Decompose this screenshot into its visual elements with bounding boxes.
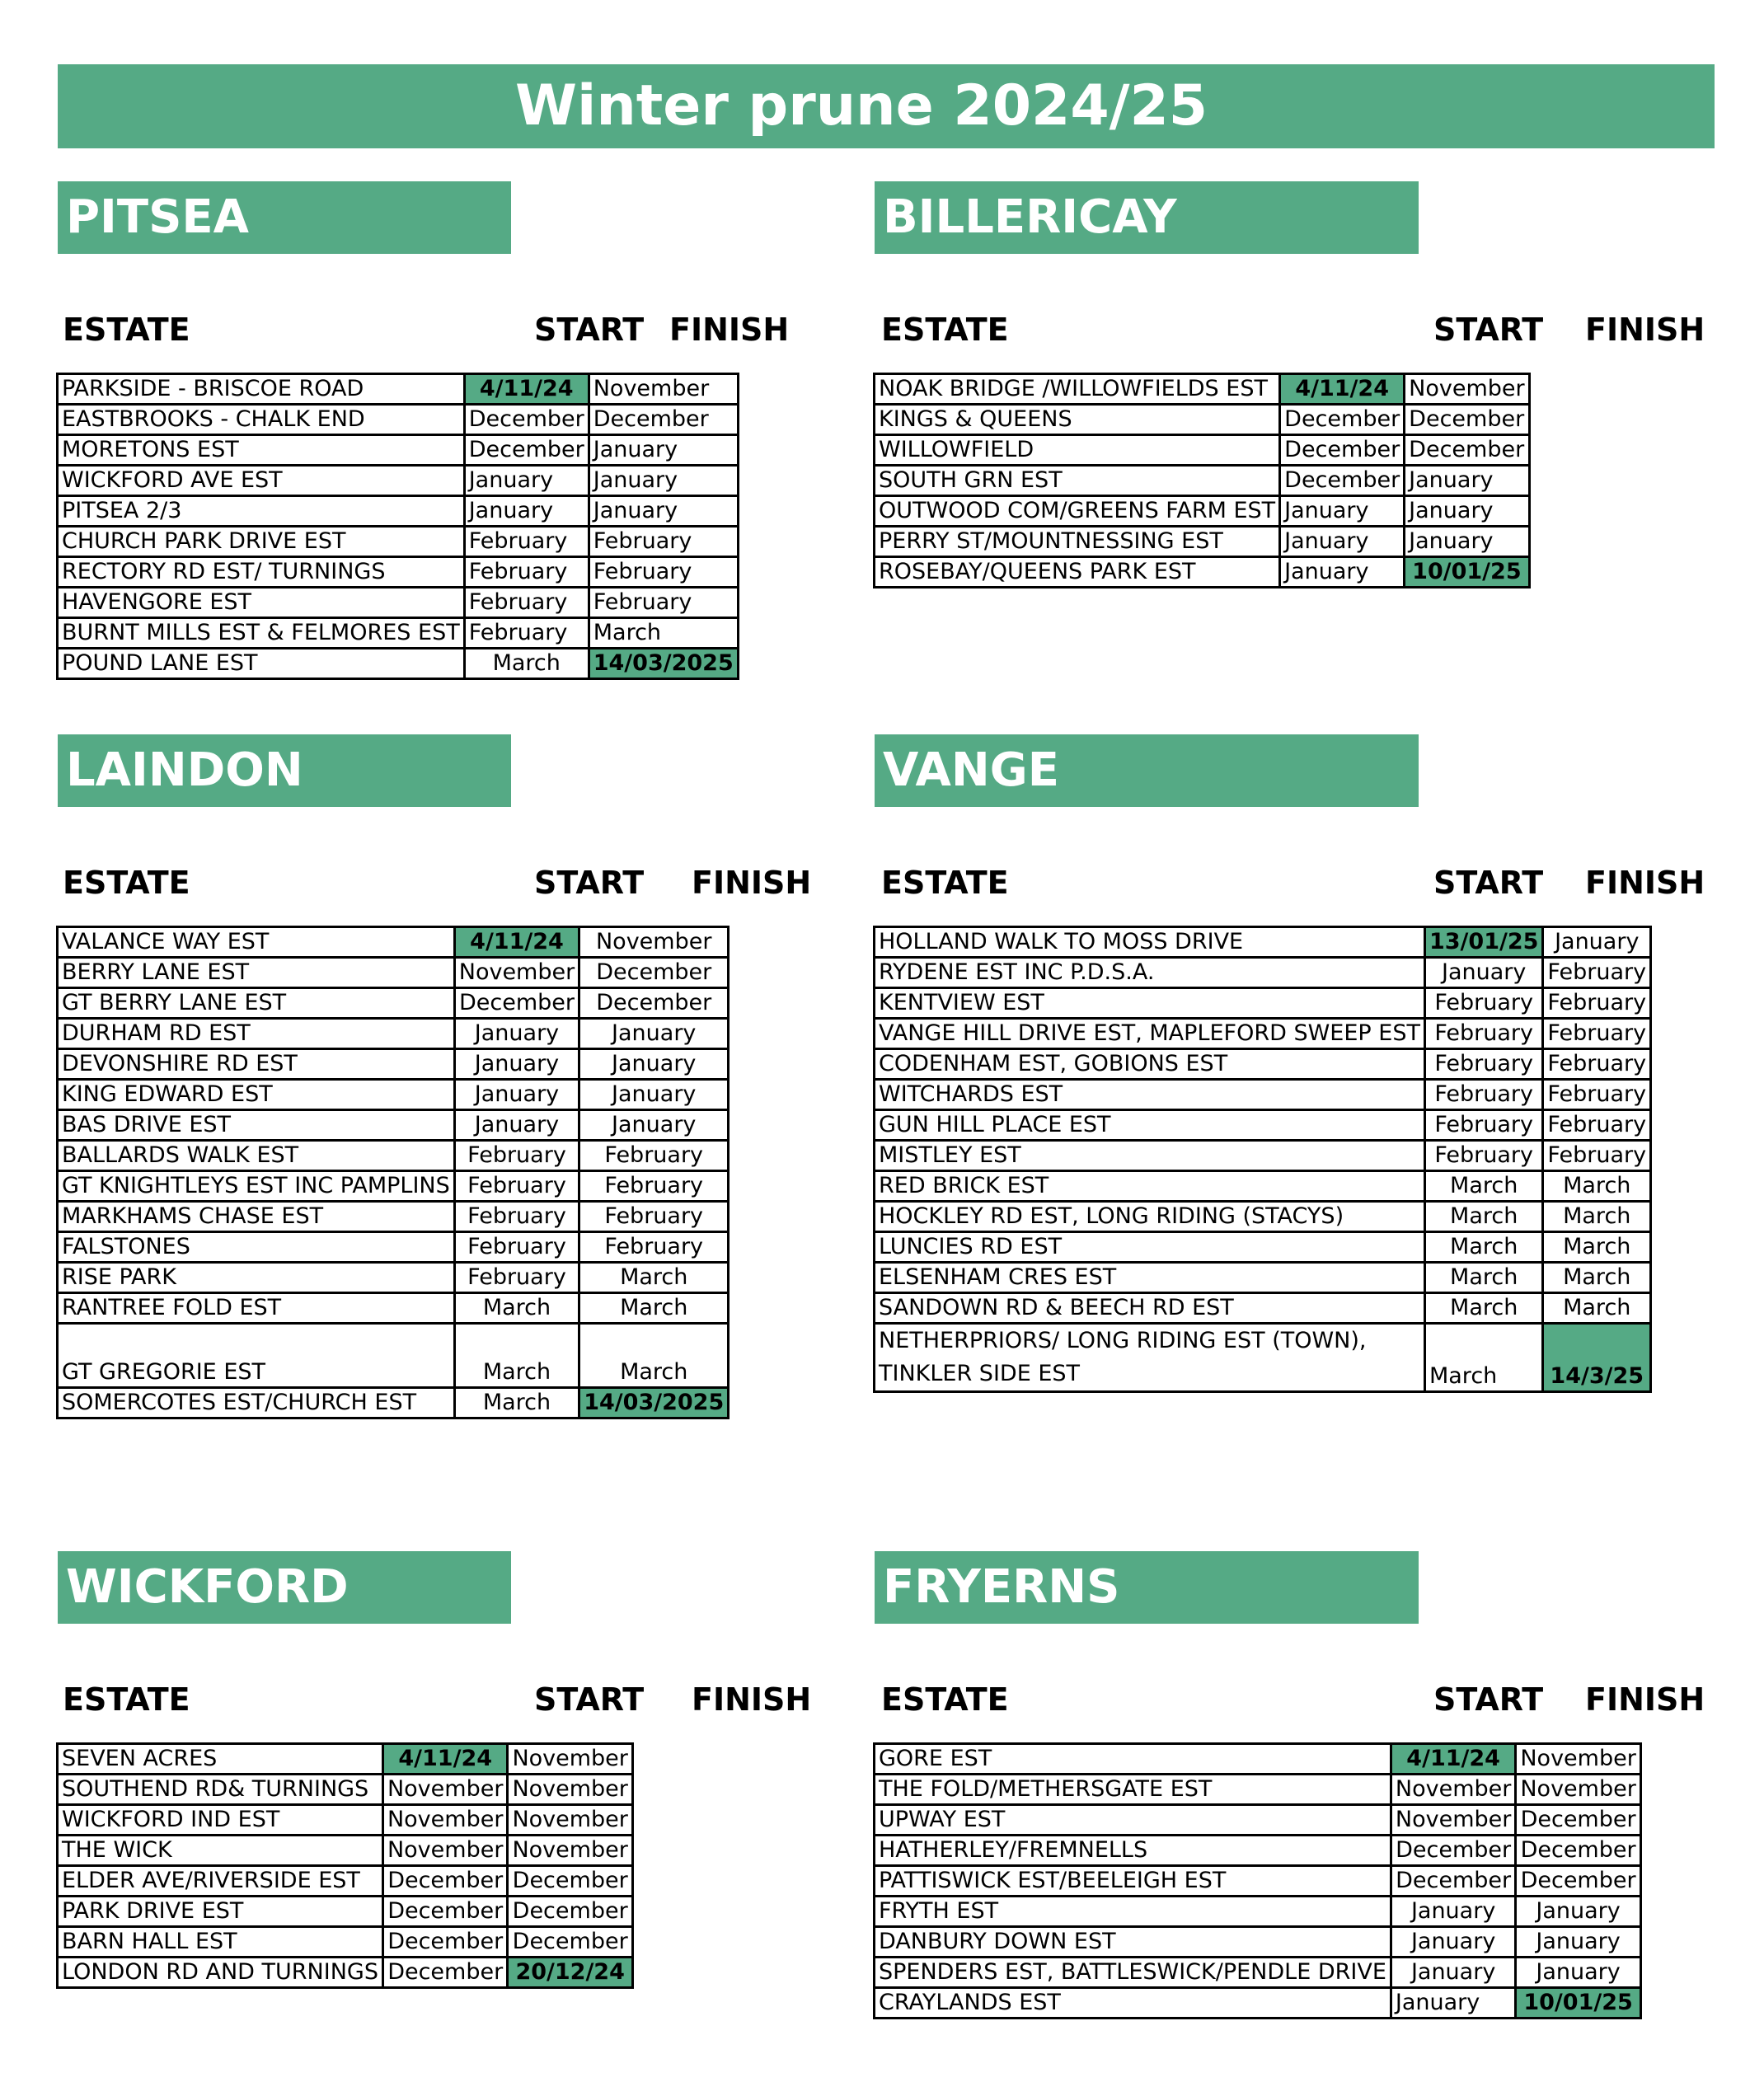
table-row	[58, 1324, 729, 1388]
finish-cell: January	[589, 466, 738, 496]
table-row	[58, 1110, 729, 1141]
schedule-table	[873, 1742, 1642, 2019]
table-row	[58, 527, 739, 557]
table-row	[58, 1897, 633, 1927]
schedule-table	[873, 926, 1652, 1393]
estate-cell: RYDENE EST INC P.D.S.A.	[875, 958, 1425, 988]
start-cell: January	[454, 1019, 579, 1049]
table-row	[58, 1775, 633, 1805]
start-cell: December	[382, 1927, 507, 1958]
start-cell: February	[454, 1141, 579, 1171]
table-row	[875, 1836, 1641, 1866]
finish-cell: November	[1405, 374, 1529, 405]
start-cell: March	[1424, 1324, 1542, 1392]
finish-cell: February	[1543, 988, 1651, 1019]
start-cell: January	[1280, 557, 1405, 588]
schedule-table	[56, 926, 730, 1419]
start-cell: December	[464, 405, 589, 435]
estate-cell: DANBURY DOWN EST	[875, 1927, 1391, 1958]
finish-cell: December	[1516, 1836, 1640, 1866]
start-cell: 4/11/24	[382, 1744, 507, 1775]
finish-cell: 10/01/25	[1516, 1988, 1640, 2019]
table-row	[875, 557, 1530, 588]
estate-cell: LONDON RD AND TURNINGS	[58, 1958, 383, 1988]
start-cell: November	[1391, 1805, 1515, 1836]
table-row	[58, 1232, 729, 1263]
start-cell: December	[1391, 1836, 1515, 1866]
finish-cell: February	[589, 527, 738, 557]
finish-cell: February	[579, 1202, 729, 1232]
finish-cell: February	[579, 1171, 729, 1202]
finish-cell: December	[579, 988, 729, 1019]
estate-cell: SOMERCOTES EST/CHURCH EST	[58, 1388, 455, 1418]
table-row	[875, 435, 1530, 466]
finish-cell: December	[579, 958, 729, 988]
table-row	[58, 1805, 633, 1836]
start-cell: December	[382, 1958, 507, 1988]
page-title: Winter prune 2024/25	[58, 64, 1715, 148]
schedule-table	[873, 373, 1531, 588]
finish-cell: January	[1516, 1927, 1640, 1958]
table-row	[875, 1775, 1641, 1805]
start-cell: January	[1391, 1988, 1515, 2019]
estate-cell: MARKHAMS CHASE EST	[58, 1202, 455, 1232]
finish-cell: 14/3/25	[1543, 1324, 1651, 1392]
table-row	[58, 435, 739, 466]
table-row	[58, 1141, 729, 1171]
finish-header: FINISH	[1585, 312, 1705, 348]
finish-cell: March	[589, 618, 738, 649]
table-row	[58, 1019, 729, 1049]
start-cell: January	[454, 1110, 579, 1141]
start-cell: November	[454, 958, 579, 988]
region-title: WICKFORD	[58, 1551, 511, 1624]
table-row	[58, 1836, 633, 1866]
table-row	[875, 927, 1651, 958]
finish-cell: November	[1516, 1775, 1640, 1805]
estate-cell: UPWAY EST	[875, 1805, 1391, 1836]
start-cell: February	[1424, 1080, 1542, 1110]
start-cell: 4/11/24	[1391, 1744, 1515, 1775]
estate-cell: CODENHAM EST, GOBIONS EST	[875, 1049, 1425, 1080]
start-cell: November	[382, 1775, 507, 1805]
table-row	[875, 1324, 1651, 1392]
table-row	[875, 1110, 1651, 1141]
estate-header: ESTATE	[881, 1681, 1009, 1718]
estate-cell: BAS DRIVE EST	[58, 1110, 455, 1141]
start-cell: November	[382, 1805, 507, 1836]
table-row	[58, 618, 739, 649]
finish-cell: February	[589, 557, 738, 588]
finish-cell: December	[508, 1927, 632, 1958]
start-cell: March	[464, 649, 589, 679]
finish-cell: March	[579, 1263, 729, 1293]
table-row	[875, 1805, 1641, 1836]
start-cell: December	[1280, 405, 1405, 435]
table-row	[875, 1019, 1651, 1049]
finish-cell: March	[579, 1324, 729, 1388]
finish-cell: November	[508, 1744, 632, 1775]
table-row	[58, 588, 739, 618]
start-cell: March	[1424, 1263, 1542, 1293]
table-row	[58, 958, 729, 988]
finish-cell: November	[579, 927, 729, 958]
estate-cell: ELSENHAM CRES EST	[875, 1263, 1425, 1293]
start-cell: 4/11/24	[1280, 374, 1405, 405]
estate-cell: KENTVIEW EST	[875, 988, 1425, 1019]
finish-cell: December	[1405, 435, 1529, 466]
start-cell: December	[382, 1866, 507, 1897]
estate-cell: PATTISWICK EST/BEELEIGH EST	[875, 1866, 1391, 1897]
start-cell: January	[1391, 1958, 1515, 1988]
table-row	[58, 374, 739, 405]
table-row	[58, 1927, 633, 1958]
schedule-table	[56, 1742, 634, 1989]
finish-cell: March	[1543, 1171, 1651, 1202]
estate-header: ESTATE	[881, 312, 1009, 348]
start-cell: December	[1280, 435, 1405, 466]
table-row	[58, 1388, 729, 1418]
finish-cell: February	[579, 1232, 729, 1263]
start-cell: 4/11/24	[454, 927, 579, 958]
finish-cell: November	[1516, 1744, 1640, 1775]
estate-cell: RECTORY RD EST/ TURNINGS	[58, 557, 465, 588]
finish-cell: February	[1543, 1110, 1651, 1141]
table-row	[875, 527, 1530, 557]
finish-cell: December	[508, 1897, 632, 1927]
estate-cell: WITCHARDS EST	[875, 1080, 1425, 1110]
estate-cell: HAVENGORE EST	[58, 588, 465, 618]
estate-cell: GORE EST	[875, 1744, 1391, 1775]
region-title: VANGE	[875, 734, 1419, 807]
start-cell: February	[464, 527, 589, 557]
estate-cell: PARK DRIVE EST	[58, 1897, 383, 1927]
start-cell: February	[454, 1202, 579, 1232]
finish-cell: February	[579, 1141, 729, 1171]
start-cell: January	[1391, 1897, 1515, 1927]
estate-cell: THE WICK	[58, 1836, 383, 1866]
table-row	[875, 405, 1530, 435]
finish-header: FINISH	[669, 312, 790, 348]
table-row	[875, 1293, 1651, 1324]
estate-cell: RED BRICK EST	[875, 1171, 1425, 1202]
finish-cell: January	[579, 1110, 729, 1141]
estate-header: ESTATE	[63, 1681, 190, 1718]
estate-cell: GT GREGORIE EST	[58, 1324, 455, 1388]
table-row	[875, 1988, 1641, 2019]
estate-cell: NETHERPRIORS/ LONG RIDING EST (TOWN), TINKLER SIDE EST	[875, 1324, 1425, 1392]
finish-cell: January	[1405, 527, 1529, 557]
estate-cell: ROSEBAY/QUEENS PARK EST	[875, 557, 1280, 588]
finish-cell: 20/12/24	[508, 1958, 632, 1988]
table-row	[58, 1744, 633, 1775]
region-title: FRYERNS	[875, 1551, 1419, 1624]
estate-cell: SANDOWN RD & BEECH RD EST	[875, 1293, 1425, 1324]
start-cell: 13/01/25	[1424, 927, 1542, 958]
finish-cell: March	[1543, 1293, 1651, 1324]
start-cell: February	[464, 557, 589, 588]
start-header: START	[534, 865, 645, 901]
table-row	[875, 1171, 1651, 1202]
table-row	[58, 1171, 729, 1202]
finish-cell: January	[589, 496, 738, 527]
start-cell: January	[1280, 527, 1405, 557]
table-row	[875, 496, 1530, 527]
estate-cell: SOUTHEND RD& TURNINGS	[58, 1775, 383, 1805]
estate-cell: RISE PARK	[58, 1263, 455, 1293]
start-cell: December	[464, 435, 589, 466]
start-cell: January	[1424, 958, 1542, 988]
start-header: START	[1433, 1681, 1544, 1718]
estate-cell: RANTREE FOLD EST	[58, 1293, 455, 1324]
finish-header: FINISH	[1585, 865, 1705, 901]
finish-cell: February	[589, 588, 738, 618]
start-cell: March	[454, 1324, 579, 1388]
estate-cell: POUND LANE EST	[58, 649, 465, 679]
start-cell: December	[1280, 466, 1405, 496]
finish-cell: November	[508, 1836, 632, 1866]
estate-cell: WICKFORD AVE EST	[58, 466, 465, 496]
finish-cell: March	[1543, 1263, 1651, 1293]
finish-cell: March	[579, 1293, 729, 1324]
table-row	[875, 1927, 1641, 1958]
start-cell: January	[464, 466, 589, 496]
finish-cell: 10/01/25	[1405, 557, 1529, 588]
start-cell: January	[1280, 496, 1405, 527]
schedule-table	[56, 373, 739, 680]
finish-cell: February	[1543, 1019, 1651, 1049]
table-row	[875, 1141, 1651, 1171]
finish-cell: February	[1543, 1141, 1651, 1171]
estate-cell: SEVEN ACRES	[58, 1744, 383, 1775]
start-cell: February	[464, 588, 589, 618]
table-row	[875, 374, 1530, 405]
finish-cell: February	[1543, 1080, 1651, 1110]
estate-cell: CRAYLANDS EST	[875, 1988, 1391, 2019]
estate-cell: HATHERLEY/FREMNELLS	[875, 1836, 1391, 1866]
finish-header: FINISH	[692, 1681, 812, 1718]
estate-cell: PITSEA 2/3	[58, 496, 465, 527]
start-cell: November	[1391, 1775, 1515, 1805]
table-row	[875, 1202, 1651, 1232]
estate-cell: KINGS & QUEENS	[875, 405, 1280, 435]
finish-cell: December	[508, 1866, 632, 1897]
estate-cell: MISTLEY EST	[875, 1141, 1425, 1171]
start-cell: January	[454, 1080, 579, 1110]
start-cell: February	[454, 1232, 579, 1263]
estate-cell: FRYTH EST	[875, 1897, 1391, 1927]
start-cell: March	[1424, 1202, 1542, 1232]
region-title: PITSEA	[58, 181, 511, 254]
table-row	[58, 466, 739, 496]
finish-cell: March	[1543, 1232, 1651, 1263]
estate-cell: BERRY LANE EST	[58, 958, 455, 988]
region-title: LAINDON	[58, 734, 511, 807]
start-cell: December	[1391, 1866, 1515, 1897]
estate-header: ESTATE	[63, 865, 190, 901]
finish-cell: January	[1543, 927, 1651, 958]
start-cell: February	[1424, 1049, 1542, 1080]
finish-cell: November	[589, 374, 738, 405]
estate-cell: BURNT MILLS EST & FELMORES EST	[58, 618, 465, 649]
estate-cell: ELDER AVE/RIVERSIDE EST	[58, 1866, 383, 1897]
table-row	[875, 1958, 1641, 1988]
start-header: START	[534, 1681, 645, 1718]
table-row	[58, 649, 739, 679]
finish-cell: January	[1516, 1958, 1640, 1988]
table-row	[875, 1232, 1651, 1263]
finish-cell: November	[508, 1775, 632, 1805]
estate-cell: EASTBROOKS - CHALK END	[58, 405, 465, 435]
table-row	[58, 927, 729, 958]
finish-cell: December	[589, 405, 738, 435]
table-row	[58, 557, 739, 588]
estate-cell: MORETONS EST	[58, 435, 465, 466]
estate-cell: OUTWOOD COM/GREENS FARM EST	[875, 496, 1280, 527]
start-cell: March	[454, 1293, 579, 1324]
estate-cell: THE FOLD/METHERSGATE EST	[875, 1775, 1391, 1805]
start-cell: December	[382, 1897, 507, 1927]
table-row	[58, 1958, 633, 1988]
start-cell: February	[454, 1263, 579, 1293]
estate-cell: PARKSIDE - BRISCOE ROAD	[58, 374, 465, 405]
start-cell: March	[1424, 1232, 1542, 1263]
estate-cell: WILLOWFIELD	[875, 435, 1280, 466]
start-cell: January	[464, 496, 589, 527]
estate-cell: CHURCH PARK DRIVE EST	[58, 527, 465, 557]
start-cell: 4/11/24	[464, 374, 589, 405]
table-row	[58, 1293, 729, 1324]
start-cell: March	[1424, 1293, 1542, 1324]
start-cell: January	[454, 1049, 579, 1080]
table-row	[875, 1263, 1651, 1293]
estate-cell: GT BERRY LANE EST	[58, 988, 455, 1019]
table-row	[58, 1202, 729, 1232]
table-row	[58, 1263, 729, 1293]
estate-cell: NOAK BRIDGE /WILLOWFIELDS EST	[875, 374, 1280, 405]
start-cell: December	[454, 988, 579, 1019]
estate-cell: SOUTH GRN EST	[875, 466, 1280, 496]
finish-cell: January	[1405, 496, 1529, 527]
finish-cell: January	[579, 1080, 729, 1110]
finish-cell: 14/03/2025	[589, 649, 738, 679]
start-cell: January	[1391, 1927, 1515, 1958]
finish-header: FINISH	[1585, 1681, 1705, 1718]
start-cell: February	[454, 1171, 579, 1202]
estate-cell: BARN HALL EST	[58, 1927, 383, 1958]
start-header: START	[534, 312, 645, 348]
finish-cell: December	[1516, 1866, 1640, 1897]
estate-cell: GT KNIGHTLEYS EST INC PAMPLINS	[58, 1171, 455, 1202]
estate-cell: DURHAM RD EST	[58, 1019, 455, 1049]
estate-cell: WICKFORD IND EST	[58, 1805, 383, 1836]
finish-cell: December	[1516, 1805, 1640, 1836]
finish-cell: January	[1516, 1897, 1640, 1927]
start-cell: February	[1424, 1141, 1542, 1171]
table-row	[875, 988, 1651, 1019]
table-row	[58, 1866, 633, 1897]
finish-cell: 14/03/2025	[579, 1388, 729, 1418]
estate-cell: VANGE HILL DRIVE EST, MAPLEFORD SWEEP EST	[875, 1019, 1425, 1049]
estate-cell: LUNCIES RD EST	[875, 1232, 1425, 1263]
finish-cell: March	[1543, 1202, 1651, 1232]
finish-cell: November	[508, 1805, 632, 1836]
estate-header: ESTATE	[63, 312, 190, 348]
estate-cell: HOCKLEY RD EST, LONG RIDING (STACYS)	[875, 1202, 1425, 1232]
start-cell: March	[1424, 1171, 1542, 1202]
start-cell: February	[1424, 988, 1542, 1019]
estate-cell: PERRY ST/MOUNTNESSING EST	[875, 527, 1280, 557]
start-cell: February	[1424, 1110, 1542, 1141]
estate-cell: HOLLAND WALK TO MOSS DRIVE	[875, 927, 1425, 958]
table-row	[58, 1049, 729, 1080]
estate-cell: SPENDERS EST, BATTLESWICK/PENDLE DRIVE	[875, 1958, 1391, 1988]
table-row	[58, 1080, 729, 1110]
table-row	[58, 988, 729, 1019]
table-row	[875, 1866, 1641, 1897]
estate-header: ESTATE	[881, 865, 1009, 901]
table-row	[875, 1744, 1641, 1775]
estate-cell: DEVONSHIRE RD EST	[58, 1049, 455, 1080]
finish-cell: February	[1543, 958, 1651, 988]
start-cell: March	[454, 1388, 579, 1418]
finish-header: FINISH	[692, 865, 812, 901]
finish-cell: January	[1405, 466, 1529, 496]
table-row	[875, 1080, 1651, 1110]
start-cell: February	[464, 618, 589, 649]
finish-cell: January	[579, 1019, 729, 1049]
table-row	[875, 1049, 1651, 1080]
estate-cell: BALLARDS WALK EST	[58, 1141, 455, 1171]
estate-cell: KING EDWARD EST	[58, 1080, 455, 1110]
table-row	[58, 405, 739, 435]
finish-cell: February	[1543, 1049, 1651, 1080]
finish-cell: January	[579, 1049, 729, 1080]
table-row	[875, 466, 1530, 496]
table-row	[58, 496, 739, 527]
estate-cell: VALANCE WAY EST	[58, 927, 455, 958]
estate-cell: FALSTONES	[58, 1232, 455, 1263]
region-title: BILLERICAY	[875, 181, 1419, 254]
estate-cell: GUN HILL PLACE EST	[875, 1110, 1425, 1141]
finish-cell: January	[589, 435, 738, 466]
table-row	[875, 1897, 1641, 1927]
table-row	[875, 958, 1651, 988]
start-cell: February	[1424, 1019, 1542, 1049]
start-header: START	[1433, 312, 1544, 348]
finish-cell: December	[1405, 405, 1529, 435]
start-header: START	[1433, 865, 1544, 901]
start-cell: November	[382, 1836, 507, 1866]
